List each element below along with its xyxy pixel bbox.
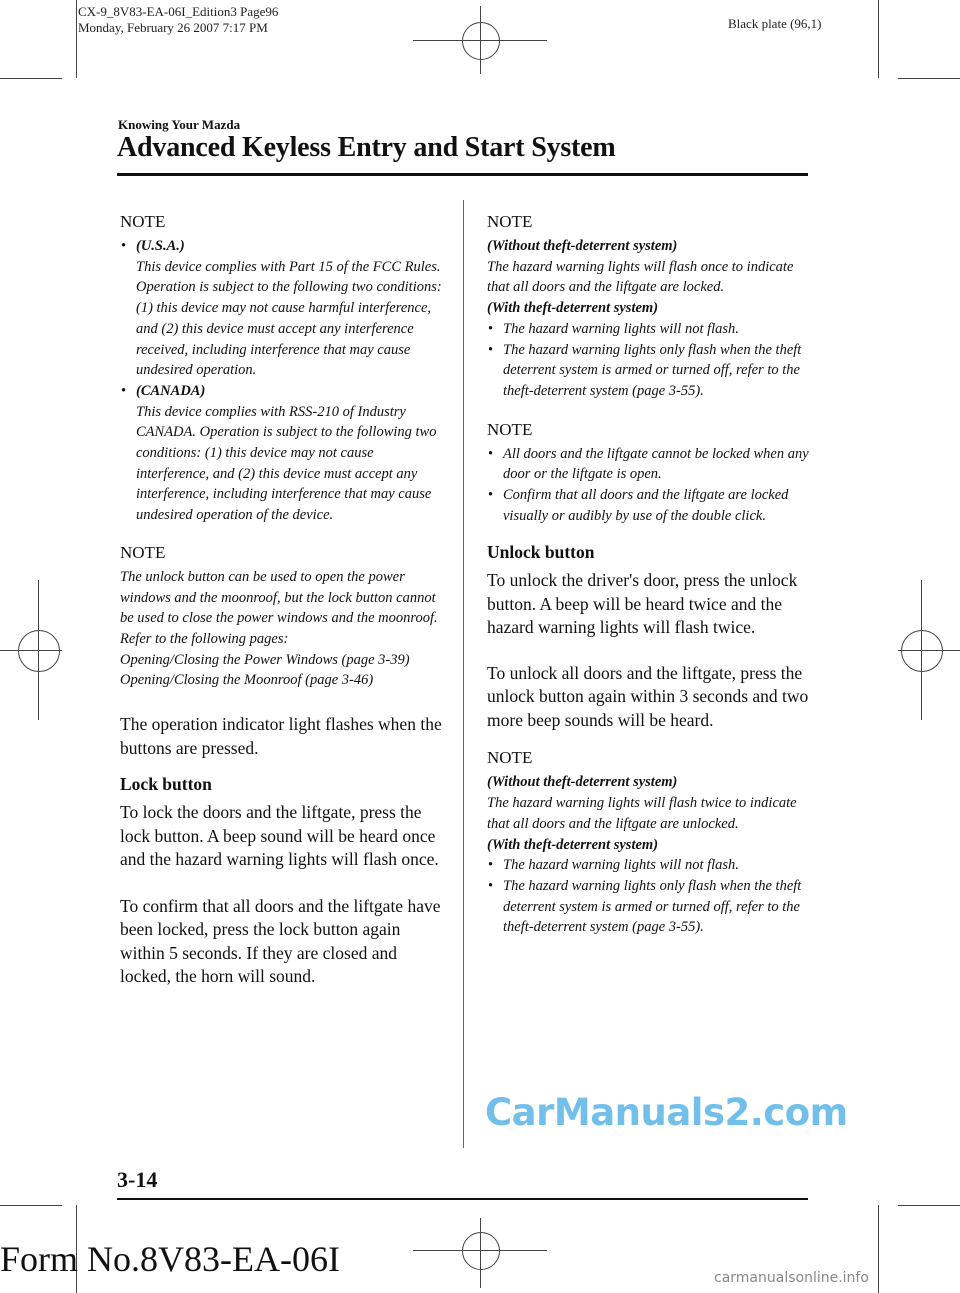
note-text: Refer to the following pages: [120, 630, 289, 647]
registration-circle [18, 630, 60, 672]
crop-mark [878, 1205, 879, 1293]
crop-mark [0, 78, 62, 79]
list-item: • The hazard warning lights only flash when the theft deterrent system is armed or turned off, refer to the theft-deterrent system (page 3-55). [487, 876, 809, 938]
note-subheading: (With theft-deterrent system) [487, 300, 659, 317]
footer-rule [117, 1198, 808, 1200]
title-rule [117, 173, 808, 176]
page-number: 3-14 [117, 1167, 158, 1192]
note-text: The hazard warning lights will flash once to indicate that all doors and the liftgate are locked. [487, 258, 794, 296]
subheading-unlock-button: Unlock button [487, 542, 595, 563]
crop-mark [0, 1205, 62, 1206]
list-item: • Confirm that all doors and the liftgate are locked visually or audibly by use of the double click. [487, 485, 809, 526]
crop-mark [878, 0, 879, 78]
crop-mark [898, 78, 960, 79]
right-column [487, 212, 809, 938]
file-info [78, 4, 278, 36]
body-text: To confirm that all doors and the liftgate have been locked, press the lock button again within 5 seconds. If they are closed and locked, the horn will sound. [120, 895, 441, 987]
note-text: The unlock button can be used to open the power windows and the moonroof, but the lock button cannot be used to close the power windows and the moonroof. [120, 568, 438, 627]
body-text: The operation indicator light flashes when the buttons are pressed. [120, 714, 442, 758]
watermark-logo: CarManuals2.com [485, 1091, 848, 1134]
body-text: To lock the doors and the liftgate, press the lock button. A beep sound will be heard once and the hazard warning lights will flash once. [120, 802, 439, 870]
plate-label: Black plate (96,1) [728, 16, 822, 31]
list-item [120, 381, 446, 526]
note-heading: NOTE [487, 748, 533, 768]
column-divider [463, 200, 464, 1148]
list-item [120, 236, 446, 381]
note-heading: NOTE [120, 212, 166, 231]
crop-mark [76, 0, 77, 78]
section-label: Knowing Your Mazda [118, 117, 241, 132]
item-label: • (U.S.A.) [136, 238, 185, 254]
registration-circle [462, 22, 500, 60]
note-subheading: (Without theft-deterrent system) [487, 238, 678, 254]
subheading-lock-button: Lock button [120, 774, 212, 795]
registration-circle [901, 630, 943, 672]
item-text: This device complies with Part 15 of the FCC Rules. Operation is subject to the following two conditions: (1) this device may not cause harmful interference, and (2) this device must accept any interference received, including interference that may cause undesired operation. [136, 258, 442, 379]
note-subheading: (With theft-deterrent system) [487, 836, 659, 853]
note-text: The hazard warning lights will flash twice to indicate that all doors and the liftgate are unlocked. [487, 795, 797, 832]
note-list [487, 444, 809, 527]
list-item: • The hazard warning lights only flash when the theft deterrent system is armed or turned off, refer to the theft-deterrent system (page 3-55). [487, 340, 809, 402]
file-date: Monday, February 26 2007 7:17 PM [78, 20, 268, 35]
list-item: • All doors and the liftgate cannot be locked when any door or the liftgate is open. [487, 444, 809, 485]
note-text: Opening/Closing the Moonroof (page 3-46) [120, 672, 374, 689]
item-text: This device complies with RSS-210 of Industry CANADA. Operation is subject to the following two conditions: (1) this device may not cause interference, and (2) this device must accept any interference, including interference that may cause undesired operation of the device. [136, 403, 437, 524]
form-number: Form No.8V83-EA-06I [0, 1239, 340, 1279]
page-title: Advanced Keyless Entry and Start System [117, 132, 616, 163]
left-column [120, 212, 446, 989]
list-item: • The hazard warning lights will not flash. [487, 319, 809, 340]
list-item: • The hazard warning lights will not flash. [487, 855, 809, 876]
file-name: CX-9_8V83-EA-06I_Edition3 Page96 [78, 4, 279, 19]
item-label: • (CANADA) [136, 382, 206, 399]
note-list [487, 855, 809, 938]
note-heading: NOTE [487, 419, 533, 439]
registration-circle [462, 1232, 500, 1270]
note-heading: NOTE [120, 542, 166, 562]
note-list [120, 236, 446, 526]
crop-mark [898, 1205, 960, 1206]
body-text: To unlock the driver's door, press the unlock button. A beep will be heard twice and the hazard warning lights will flash twice. [487, 570, 798, 638]
note-subheading: (Without theft-deterrent system) [487, 774, 678, 791]
note-text: Opening/Closing the Power Windows (page 3-39) [120, 651, 410, 668]
note-heading: NOTE [487, 212, 533, 231]
body-text: To unlock all doors and the liftgate, press the unlock button again within 3 seconds and two more beep sounds will be heard. [487, 662, 809, 730]
site-link[interactable]: carmanualsonline.info [714, 1270, 869, 1286]
note-list [487, 319, 809, 402]
